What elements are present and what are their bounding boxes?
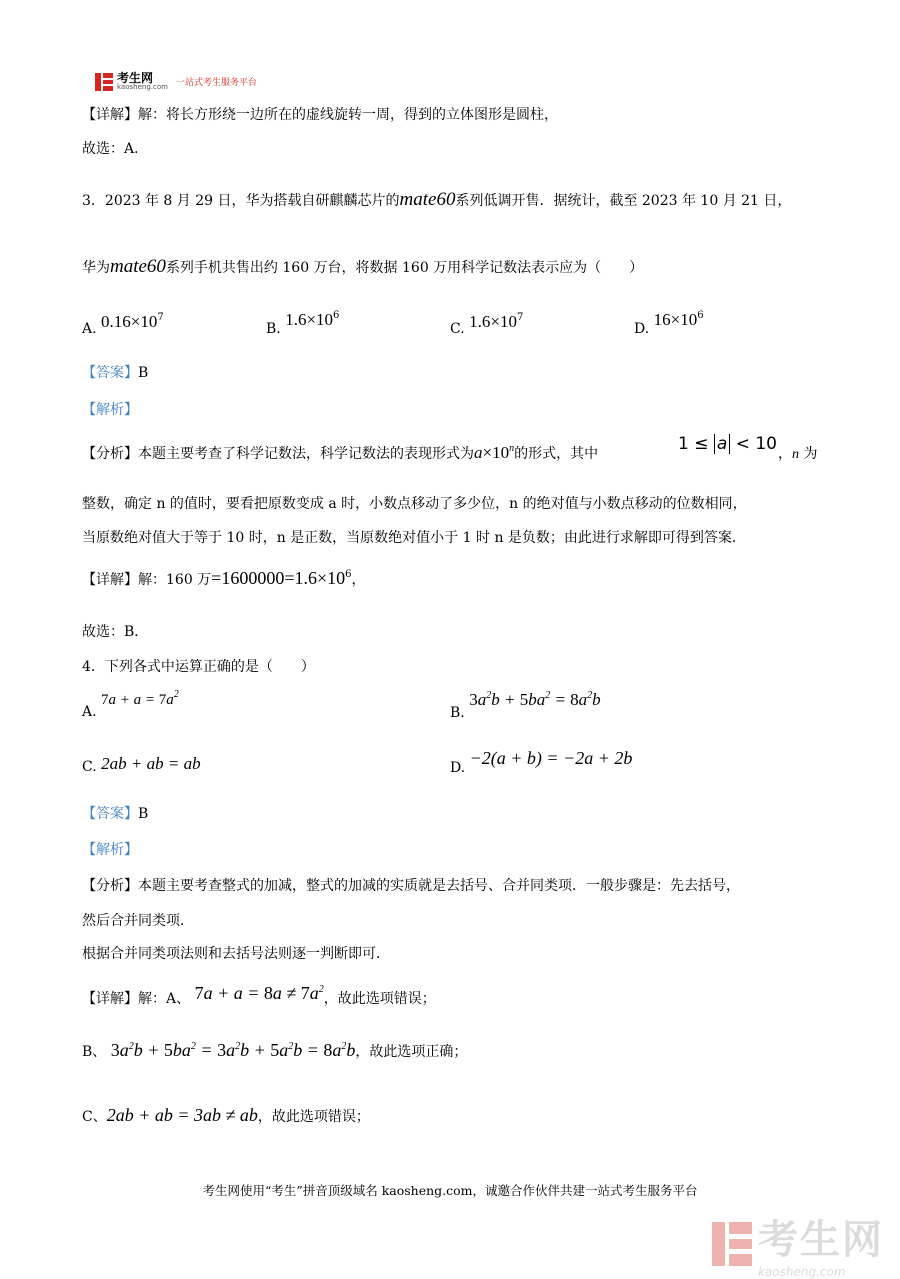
q3-option-b [266,310,339,337]
q4-fenxi-line2: 然后合并同类项． [82,913,194,929]
q3-option-d [634,310,704,337]
q3-stem-part: 系列手机共售出约 160 万台，将数据 160 万用科学记数法表示应为（ ） [165,260,644,276]
fenxi-text: 本题主要考查了科学记数法，科学记数法的表现形式为 [138,446,474,462]
q4-detail-a [82,983,436,1008]
option-value: 16×10 [653,310,698,329]
q3-stem-part: 系列低调开售．据统计，截至 2023 年 10 月 21 日， [455,193,792,209]
detail-text: C、 [82,1109,107,1125]
q3-detail-line [82,568,366,589]
q3-stem-part: 华为 [82,260,110,276]
detail-exponent: 6 [345,569,352,580]
detail-math: =1600000=1.6×10 [211,568,346,588]
option-value: 0.16×10 [101,312,158,331]
q3-model-name: mate60 [399,189,456,210]
fenxi-text: 的形式，其中 [514,446,599,462]
option-math: −2(a + b) = −2a + 2b [469,748,633,768]
watermark-logo-icon [712,1222,752,1266]
q3-answer [82,362,148,382]
option-math: $3a^2b + 5ba^2 = 8a^2b$ [469,690,601,709]
q3-model-name: mate60 [110,256,166,277]
watermark [712,1208,884,1279]
fenxi-label: 【分析】 [82,446,138,462]
option-math: 2ab + ab = ab [101,754,201,773]
option-exponent: 7 [157,312,164,323]
detail-label: 【详解】 [82,572,138,588]
answer-value: B [138,806,149,822]
q4-fenxi-line3: 根据合并同类项法则和去括号法则逐一判断即可． [82,946,390,962]
q3-option-c [450,312,523,337]
fenxi-text: 本题主要考查整式的加减，整式的加减的实质就是去括号、合并同类项．一般步骤是：先去括号， [138,878,740,894]
option-value: 1.6×10 [285,310,334,329]
brand-slogan: 一站式考生服务平台 [175,78,257,88]
q3-stem-part: 3．2023 年 8 月 29 日，华为搭载自研麒麟芯片的 [82,193,400,209]
detail-math: 2ab + ab = 3ab ≠ ab [106,1105,258,1125]
q3-stem-line2 [82,256,643,278]
detail-math: $3a^2b + 5ba^2 = 3a^2b + 5a^2b = 8a^2b$ [110,1040,356,1060]
brand-domain: kaosheng.com [117,83,168,91]
option-math: $7a + a = 7a^2$ [101,689,179,708]
watermark-domain: kaosheng.com [758,1265,846,1279]
fenxi-label: 【分析】 [82,878,138,894]
answer-value: B [138,365,149,381]
answer-label: 【答案】 [82,365,138,381]
q4-option-b [450,690,601,721]
prev-choice: 故选：A． [82,141,149,157]
option-exponent: 6 [333,310,340,321]
detail-text: 解：将长方形绕一边所在的虚线旋转一周，得到的立体图形是圆柱， [138,107,558,123]
fenxi-text: ， [778,446,792,462]
q4-detail-b [82,1040,467,1061]
brand-name: 考生网 [117,71,154,85]
option-exponent: 7 [516,312,524,323]
sci-notation-form: $a\times 10^n$ [474,443,515,462]
q4-option-c [82,754,201,775]
q4-analysis-label: 【解析】 [82,842,138,858]
detail-text: ，故此选项正确； [355,1044,468,1060]
q3-stem-line1 [82,189,791,211]
option-letter: D. [450,760,466,776]
option-letter: A. [82,321,97,337]
fenxi-text: 为 [803,446,818,462]
detail-text: 解：160 万 [138,572,212,588]
detail-text: 解：A、 [138,991,191,1007]
q3-fenxi-line3: 当原数绝对值大于等于 10 时，n 是正数，当原数绝对值小于 1 时 n 是负数；由此进行求解即可得到答案． [82,530,746,546]
option-letter: D. [634,321,650,337]
brand-header [95,72,257,91]
kaosheng-logo-icon [95,73,113,91]
detail-text: B、 [82,1044,107,1060]
option-letter: A. [82,704,97,720]
option-letter: B. [450,705,465,721]
q4-answer [82,803,148,823]
option-letter: B. [266,321,281,337]
watermark-name: 考生网 [758,1217,884,1263]
option-letter: C. [82,759,97,775]
q3-choice: 故选：B． [82,624,149,640]
detail-text: ， [351,572,366,588]
q4-fenxi-line1 [82,875,740,895]
q3-fenxi-line1-end: ，n 为 [778,446,818,462]
q4-stem: 4．下列各式中运算正确的是（ ） [82,659,315,675]
detail-text: ，故此选项错误； [257,1109,370,1125]
detail-label: 【详解】 [82,107,138,123]
answer-label: 【答案】 [82,806,138,822]
detail-text: ，故此选项错误； [323,991,436,1007]
q4-detail-c [82,1105,370,1126]
detail-math: $7a + a = 8a \ne 7a^2$ [194,983,324,1003]
abs-value-range: 1 ≤ a < 10 [678,434,777,454]
page-footer: 考生网使用“考生”拼音顶级域名 kaosheng.com，诚邀合作伙伴共建一站式考生服务平台 [202,1183,698,1198]
q3-analysis-label: 【解析】 [82,402,138,418]
detail-label: 【详解】 [82,991,138,1007]
option-letter: C. [450,321,465,337]
q3-option-a [82,312,164,337]
option-exponent: 6 [697,310,704,321]
q4-option-a [82,689,179,720]
option-value: 1.6×10 [469,312,517,331]
q3-fenxi-line1 [82,443,598,463]
q4-option-d [450,748,632,776]
q3-fenxi-line2: 整数，确定 n 的值时，要看把原数变成 a 时，小数点移动了多少位，n 的绝对值与小数点移动的位数相同， [82,496,747,512]
prev-detail-line [82,104,558,124]
